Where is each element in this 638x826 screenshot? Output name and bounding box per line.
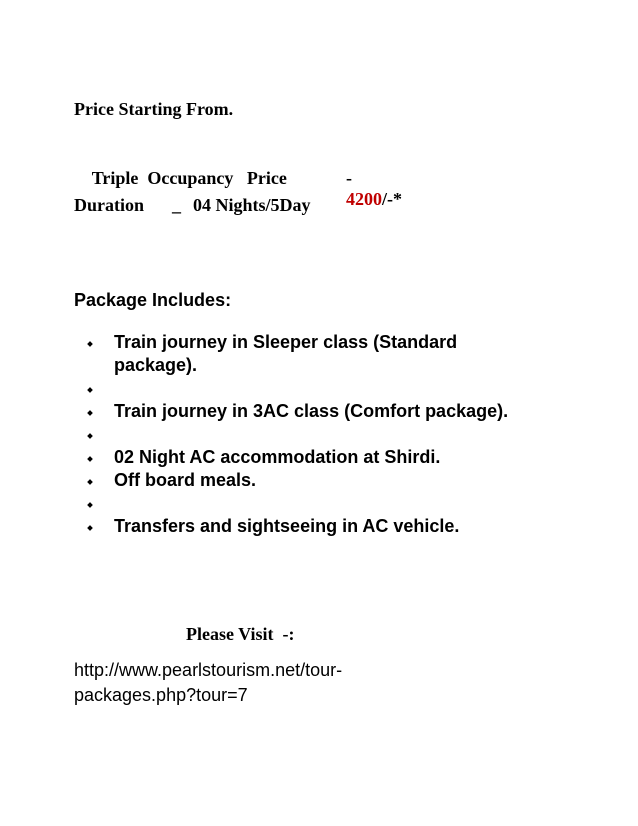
list-item: [74, 377, 544, 400]
duration-value: 04 Nights/5Day: [193, 195, 311, 215]
bullet-icon: [87, 433, 93, 439]
bullet-icon: [87, 502, 93, 508]
price-separator: -: [346, 168, 352, 188]
price-heading: Price Starting From.: [74, 99, 234, 119]
list-item-text: Off board meals.: [114, 470, 257, 490]
package-heading: Package Includes:: [74, 290, 232, 310]
price-value-group: [328, 147, 402, 231]
list-item-text: Train journey in 3AC class (Comfort package).: [114, 401, 509, 421]
duration-label: Duration: [74, 195, 145, 215]
list-item: [74, 446, 544, 469]
package-list: [74, 331, 544, 538]
bullet-icon: [87, 387, 93, 393]
price-suffix: /-*: [382, 189, 402, 209]
visit-label: Please Visit -:: [186, 624, 295, 644]
list-item-text: 02 Night AC accommodation at Shirdi.: [114, 447, 441, 467]
bullet-icon: [87, 410, 93, 416]
bullet-icon: [87, 456, 93, 462]
list-item: [74, 515, 544, 538]
list-item: [74, 423, 544, 446]
visit-url-link[interactable]: http://www.pearlstourism.net/tour-packages.php?tour=7: [74, 660, 343, 705]
occupancy-label: Triple Occupancy Price: [91, 168, 287, 188]
duration-separator: _: [172, 195, 181, 215]
bullet-icon: [87, 341, 93, 347]
list-item: [74, 469, 544, 492]
list-item-text: Transfers and sightseeing in AC vehicle.: [114, 516, 460, 536]
price-value: 4200: [346, 189, 382, 209]
list-item: [74, 331, 544, 377]
bullet-icon: [87, 479, 93, 485]
list-item: [74, 492, 544, 515]
list-item: [74, 400, 544, 423]
bullet-icon: [87, 525, 93, 531]
list-item-text: Train journey in Sleeper class (Standard package).: [114, 332, 458, 375]
